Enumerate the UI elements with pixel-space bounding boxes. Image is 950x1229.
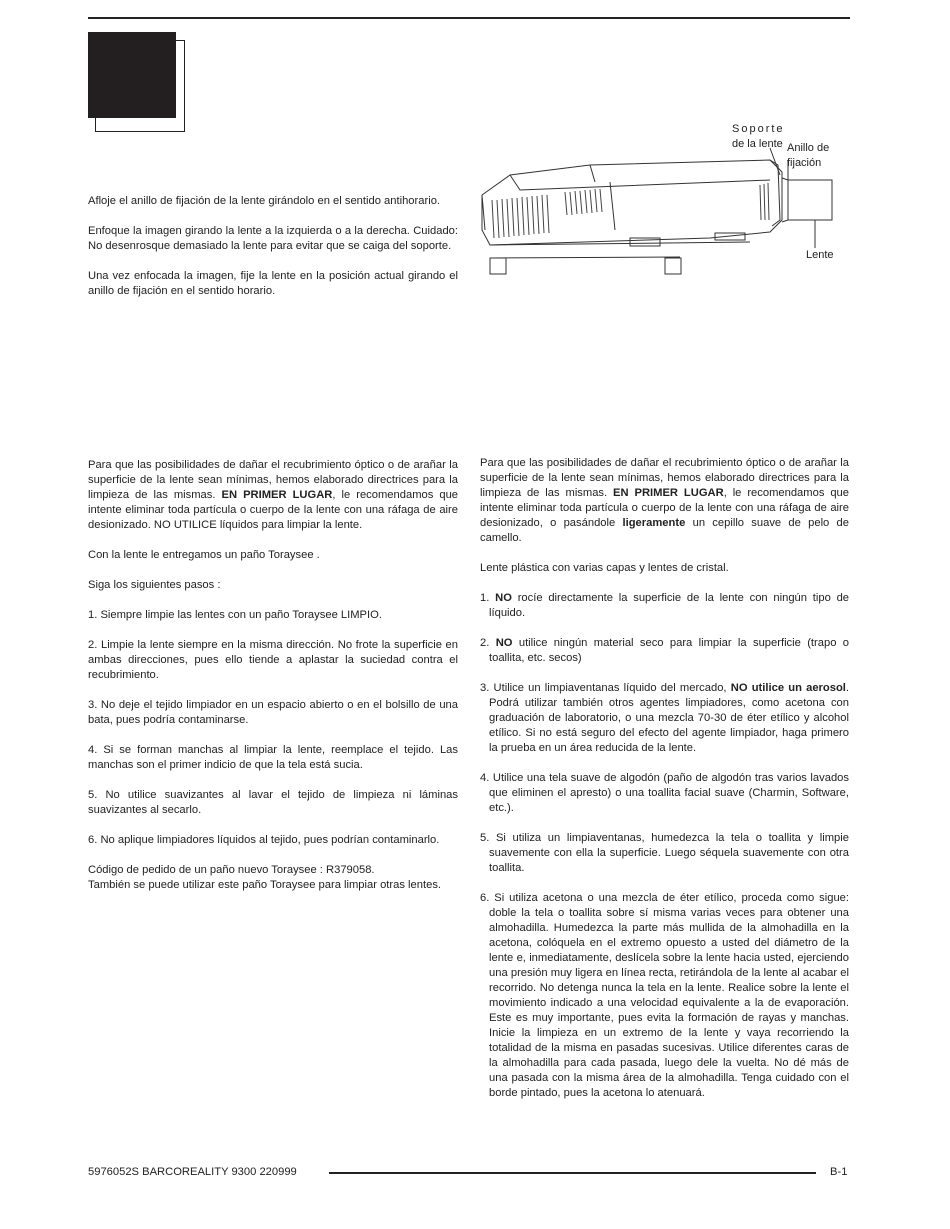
focus-step-1: Afloje el anillo de fijación de la lente girándolo en el sentido antihorario. (88, 195, 441, 207)
left-steps-heading: Siga los siguientes pasos : (88, 579, 221, 591)
projector-lens-diagram (470, 120, 850, 280)
left-order-code: Código de pedido de un paño nuevo Toraysee : R379058. También se puede utilizar este paño Toraysee para limpiar otras lentes. (88, 864, 442, 891)
right-step-2: 2. NO utilice ningún material seco para limpiar la superficie (trapo o toallita, etc. secos) (480, 637, 850, 664)
label-soporte: Soporte (732, 123, 785, 135)
label-anillo: Anillo de (787, 142, 830, 154)
left-step-5: 5. No utilice suavizantes al lavar el tejido de limpieza ni láminas suavizantes al secarlo. (88, 789, 458, 816)
left-step-4: 4. Si se forman manchas al limpiar la lente, reemplace el tejido. Las manchas son el primer indicio de que la tela está sucia. (88, 744, 458, 771)
right-step-4: 4. Utilice una tela suave de algodón (paño de algodón tras varios lavados que eliminen el apresto) o una toallita facial suave (Charmin, Software, etc.). (480, 772, 849, 814)
left-step-2: 2. Limpie la lente siempre en la misma dirección. No frote la superficie en ambas direcciones, pues ello tiende a aplastar la suciedad contra el recubrimiento. (88, 639, 458, 681)
left-step-1: 1. Siempre limpie las lentes con un paño Toraysee LIMPIO. (88, 609, 382, 621)
label-lente: Lente (806, 249, 834, 261)
focus-instructions (88, 194, 458, 314)
footer-doc-code: 5976052S BARCOREALITY 9300 220999 (88, 1166, 297, 1178)
focus-step-3: Una vez enfocada la imagen, fije la lente en la posición actual girando el anillo de fijación en el sentido horario. (88, 270, 458, 297)
chapter-tab-block (88, 32, 176, 118)
right-step-3: 3. Utilice un limpiaventanas líquido del mercado, NO utilice un aerosol. Podrá utilizar también otros agentes limpiadores, como acetona con graduación de laboratorio, o una mezcla 70-30 de éter etílico y alcohol etílico. Si no está seguro del efecto del agente limpiador, haga primero la prueba en un área reducida de la lente. (480, 682, 850, 754)
right-column (480, 456, 849, 1116)
footer-rule (329, 1172, 816, 1174)
right-intro: Para que las posibilidades de dañar el recubrimiento óptico o de arañar la superficie de la lente sean mínimas, hemos elaborado directrices para la limpieza de las mismas. EN PRIMER LUGAR, le recomendamos que intente eliminar toda partícula o cuerpo de la lente con una ráfaga de aire desionizado, o pasándole ligeramente un cepillo suave de pelo de camello. (480, 457, 849, 544)
label-fijacion: fijación (787, 157, 822, 169)
top-rule (88, 17, 850, 19)
footer-page-number: B-1 (830, 1166, 848, 1178)
left-column (88, 458, 458, 908)
right-step-6: 6. Si utiliza acetona o una mezcla de éter etílico, proceda como sigue: doble la tela o toallita sobre sí misma varias veces para obtener una almohadilla. Humedezca la parte más mullida de la almohadilla en la acetona, colóquela en el extremo opuesto a usted del diámetro de la lente e, inmediatamente, deslícela sobre la lente hacia usted, ejerciendo una presión muy ligera en línea recta, retirándola de la lente al acabar el recorrido. No detenga nunca la tela en la lente. Realice sobre la lente el movimiento indicado a una velocidad equivalente a la de evaporación. Este es muy importante, pues evita la formación de rayas y manchas. Inicie la limpieza en un extremo de la lente y vaya recorriendo la totalidad de la misma en pasadas sucesivas. Utilice diferentes caras de la almohadilla para cada pasada, luego dele la vuelta. No dé más de una pasada con la misma área de la almohadilla. Tenga cuidado con el borde pintado, pues la acetona lo atenuará. (480, 892, 849, 1099)
right-step-1: 1. NO rocíe directamente la superficie de la lente con ningún tipo de líquido. (480, 592, 850, 619)
right-lens-types: Lente plástica con varias capas y lentes de cristal. (480, 562, 729, 574)
left-toraysee-note: Con la lente le entregamos un paño Toraysee . (88, 549, 320, 561)
left-intro: Para que las posibilidades de dañar el recubrimiento óptico o de arañar la superficie de la lente sean mínimas, hemos elaborado directrices para la limpieza de las mismas. EN PRIMER LUGAR, le recomendamos que intente eliminar toda partícula o cuerpo de la lente con una ráfaga de aire desionizado. NO UTILICE líquidos para limpiar la lente. (88, 459, 459, 531)
left-step-6: 6. No aplique limpiadores líquidos al tejido, pues podrían contaminarlo. (88, 834, 440, 846)
label-de-la-lente: de la lente (732, 138, 783, 150)
right-step-5: 5. Si utiliza un limpiaventanas, humedezca la tela o toallita y limpie suavemente con ella la superficie. Luego séquela suavemente con otra toallita. (480, 832, 849, 874)
focus-step-2: Enfoque la imagen girando la lente a la izquierda o a la derecha. Cuidado: No desenrosque demasiado la lente para evitar que se caiga del soporte. (88, 225, 458, 252)
left-step-3: 3. No deje el tejido limpiador en un espacio abierto o en el bolsillo de una bata, pues podría contaminarse. (88, 699, 458, 726)
